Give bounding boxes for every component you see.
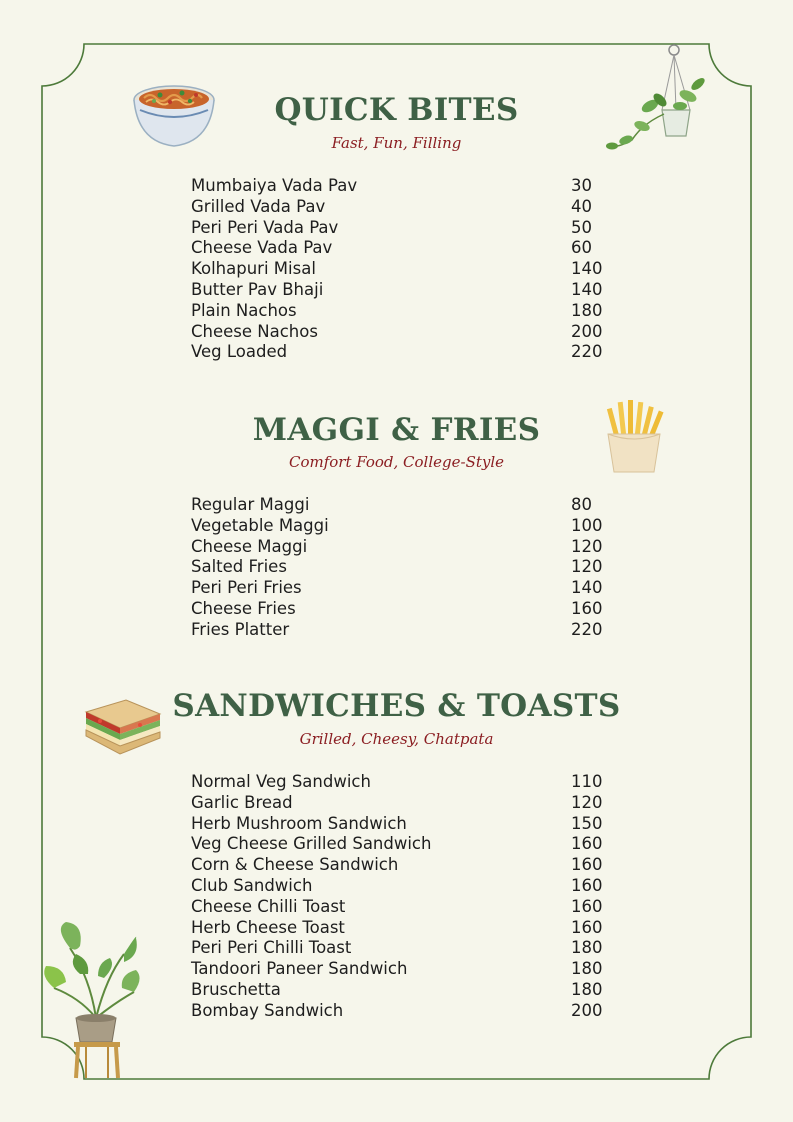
menu-item-name: Normal Veg Sandwich xyxy=(191,772,371,791)
menu-item-price: 110 xyxy=(571,772,603,791)
sandwiches-toasts-list xyxy=(191,772,611,1022)
menu-item-row xyxy=(191,959,611,980)
menu-item-name: Veg Loaded xyxy=(191,342,288,362)
menu-item-row xyxy=(191,238,611,259)
menu-item-price: 160 xyxy=(571,896,603,916)
menu-item-row xyxy=(191,516,611,537)
menu-item-price: 140 xyxy=(571,259,603,279)
menu-item-row xyxy=(191,557,611,578)
menu-item-name: Regular Maggi xyxy=(191,495,310,514)
menu-item-name: Mumbaiya Vada Pav xyxy=(191,176,358,195)
section-title-maggi-fries: MAGGI & FRIES xyxy=(252,412,541,448)
menu-item-price: 30 xyxy=(571,176,592,195)
menu-item-name: Club Sandwich xyxy=(191,875,313,895)
menu-item-name: Peri Peri Chilli Toast xyxy=(191,938,352,958)
hanging-plant-icon xyxy=(602,44,710,156)
menu-item-row xyxy=(191,259,611,280)
menu-item-price: 140 xyxy=(571,279,603,299)
menu-item-price: 120 xyxy=(571,557,603,577)
menu-item-row xyxy=(191,620,611,641)
menu-item-row xyxy=(191,176,611,197)
menu-item-price: 180 xyxy=(571,938,603,958)
menu-item-price: 180 xyxy=(571,959,603,979)
menu-item-price: 160 xyxy=(571,875,603,895)
menu-item-price: 120 xyxy=(571,792,603,812)
menu-item-price: 180 xyxy=(571,300,603,320)
menu-item-row xyxy=(191,599,611,620)
menu-item-price: 160 xyxy=(571,834,603,854)
menu-item-name: Tandoori Paneer Sandwich xyxy=(191,959,408,979)
section-subtitle-quick-bites: Fast, Fun, Filling xyxy=(331,134,462,152)
menu-item-price: 140 xyxy=(571,578,603,598)
menu-item-row xyxy=(191,495,611,516)
menu-item-name: Salted Fries xyxy=(191,557,287,577)
menu-item-row xyxy=(191,814,611,835)
sandwich-icon xyxy=(80,694,170,764)
menu-item-name: Garlic Bread xyxy=(191,792,293,812)
section-subtitle-maggi-fries: Comfort Food, College-Style xyxy=(288,453,505,471)
menu-item-price: 200 xyxy=(571,1000,603,1020)
menu-item-row xyxy=(191,280,611,301)
section-title-quick-bites: QUICK BITES xyxy=(274,92,519,128)
menu-item-name: Butter Pav Bhaji xyxy=(191,279,324,299)
menu-item-name: Grilled Vada Pav xyxy=(191,196,326,216)
menu-item-name: Corn & Cheese Sandwich xyxy=(191,855,399,875)
menu-item-name: Bruschetta xyxy=(191,979,281,999)
menu-item-name: Cheese Maggi xyxy=(191,536,308,556)
menu-item-name: Peri Peri Vada Pav xyxy=(191,217,339,237)
menu-item-name: Kolhapuri Misal xyxy=(191,259,316,279)
menu-item-row xyxy=(191,855,611,876)
menu-item-name: Vegetable Maggi xyxy=(191,515,329,535)
menu-item-price: 100 xyxy=(571,515,603,535)
menu-item-row xyxy=(191,876,611,897)
menu-item-row xyxy=(191,793,611,814)
menu-item-price: 160 xyxy=(571,598,603,618)
menu-item-row xyxy=(191,322,611,343)
menu-item-row xyxy=(191,938,611,959)
menu-item-row xyxy=(191,772,611,793)
menu-item-price: 50 xyxy=(571,217,592,237)
menu-item-name: Cheese Fries xyxy=(191,598,296,618)
menu-item-price: 220 xyxy=(571,619,603,639)
menu-item-price: 200 xyxy=(571,321,603,341)
menu-item-name: Plain Nachos xyxy=(191,300,297,320)
menu-item-name: Veg Cheese Grilled Sandwich xyxy=(191,834,432,854)
menu-item-row xyxy=(191,834,611,855)
menu-item-name: Fries Platter xyxy=(191,619,290,639)
menu-item-row xyxy=(191,218,611,239)
menu-item-price: 40 xyxy=(571,196,592,216)
fries-icon xyxy=(600,398,668,474)
menu-item-name: Peri Peri Fries xyxy=(191,578,302,598)
menu-item-name: Cheese Chilli Toast xyxy=(191,896,346,916)
menu-item-row xyxy=(191,980,611,1001)
menu-item-name: Herb Cheese Toast xyxy=(191,917,345,937)
menu-item-row xyxy=(191,197,611,218)
menu-item-price: 60 xyxy=(571,238,592,258)
maggi-fries-list xyxy=(191,495,611,641)
menu-item-name: Bombay Sandwich xyxy=(191,1000,344,1020)
menu-item-row xyxy=(191,301,611,322)
section-title-sandwiches-toasts: SANDWICHES & TOASTS xyxy=(172,688,621,724)
menu-item-row xyxy=(191,342,611,363)
potted-plant-icon xyxy=(40,918,144,1080)
menu-item-price: 180 xyxy=(571,979,603,999)
menu-item-price: 80 xyxy=(571,495,592,514)
menu-item-row xyxy=(191,578,611,599)
section-subtitle-sandwiches-toasts: Grilled, Cheesy, Chatpata xyxy=(299,730,494,748)
quick-bites-list xyxy=(191,176,611,363)
menu-item-price: 120 xyxy=(571,536,603,556)
menu-item-row xyxy=(191,897,611,918)
menu-item-row xyxy=(191,537,611,558)
noodle-bowl-icon xyxy=(130,80,220,156)
menu-item-name: Herb Mushroom Sandwich xyxy=(191,813,407,833)
menu-item-price: 220 xyxy=(571,342,603,362)
menu-item-row xyxy=(191,1001,611,1022)
menu-item-name: Cheese Nachos xyxy=(191,321,318,341)
menu-item-price: 160 xyxy=(571,855,603,875)
menu-item-price: 160 xyxy=(571,917,603,937)
menu-item-row xyxy=(191,918,611,939)
menu-item-price: 150 xyxy=(571,813,603,833)
menu-item-name: Cheese Vada Pav xyxy=(191,238,333,258)
